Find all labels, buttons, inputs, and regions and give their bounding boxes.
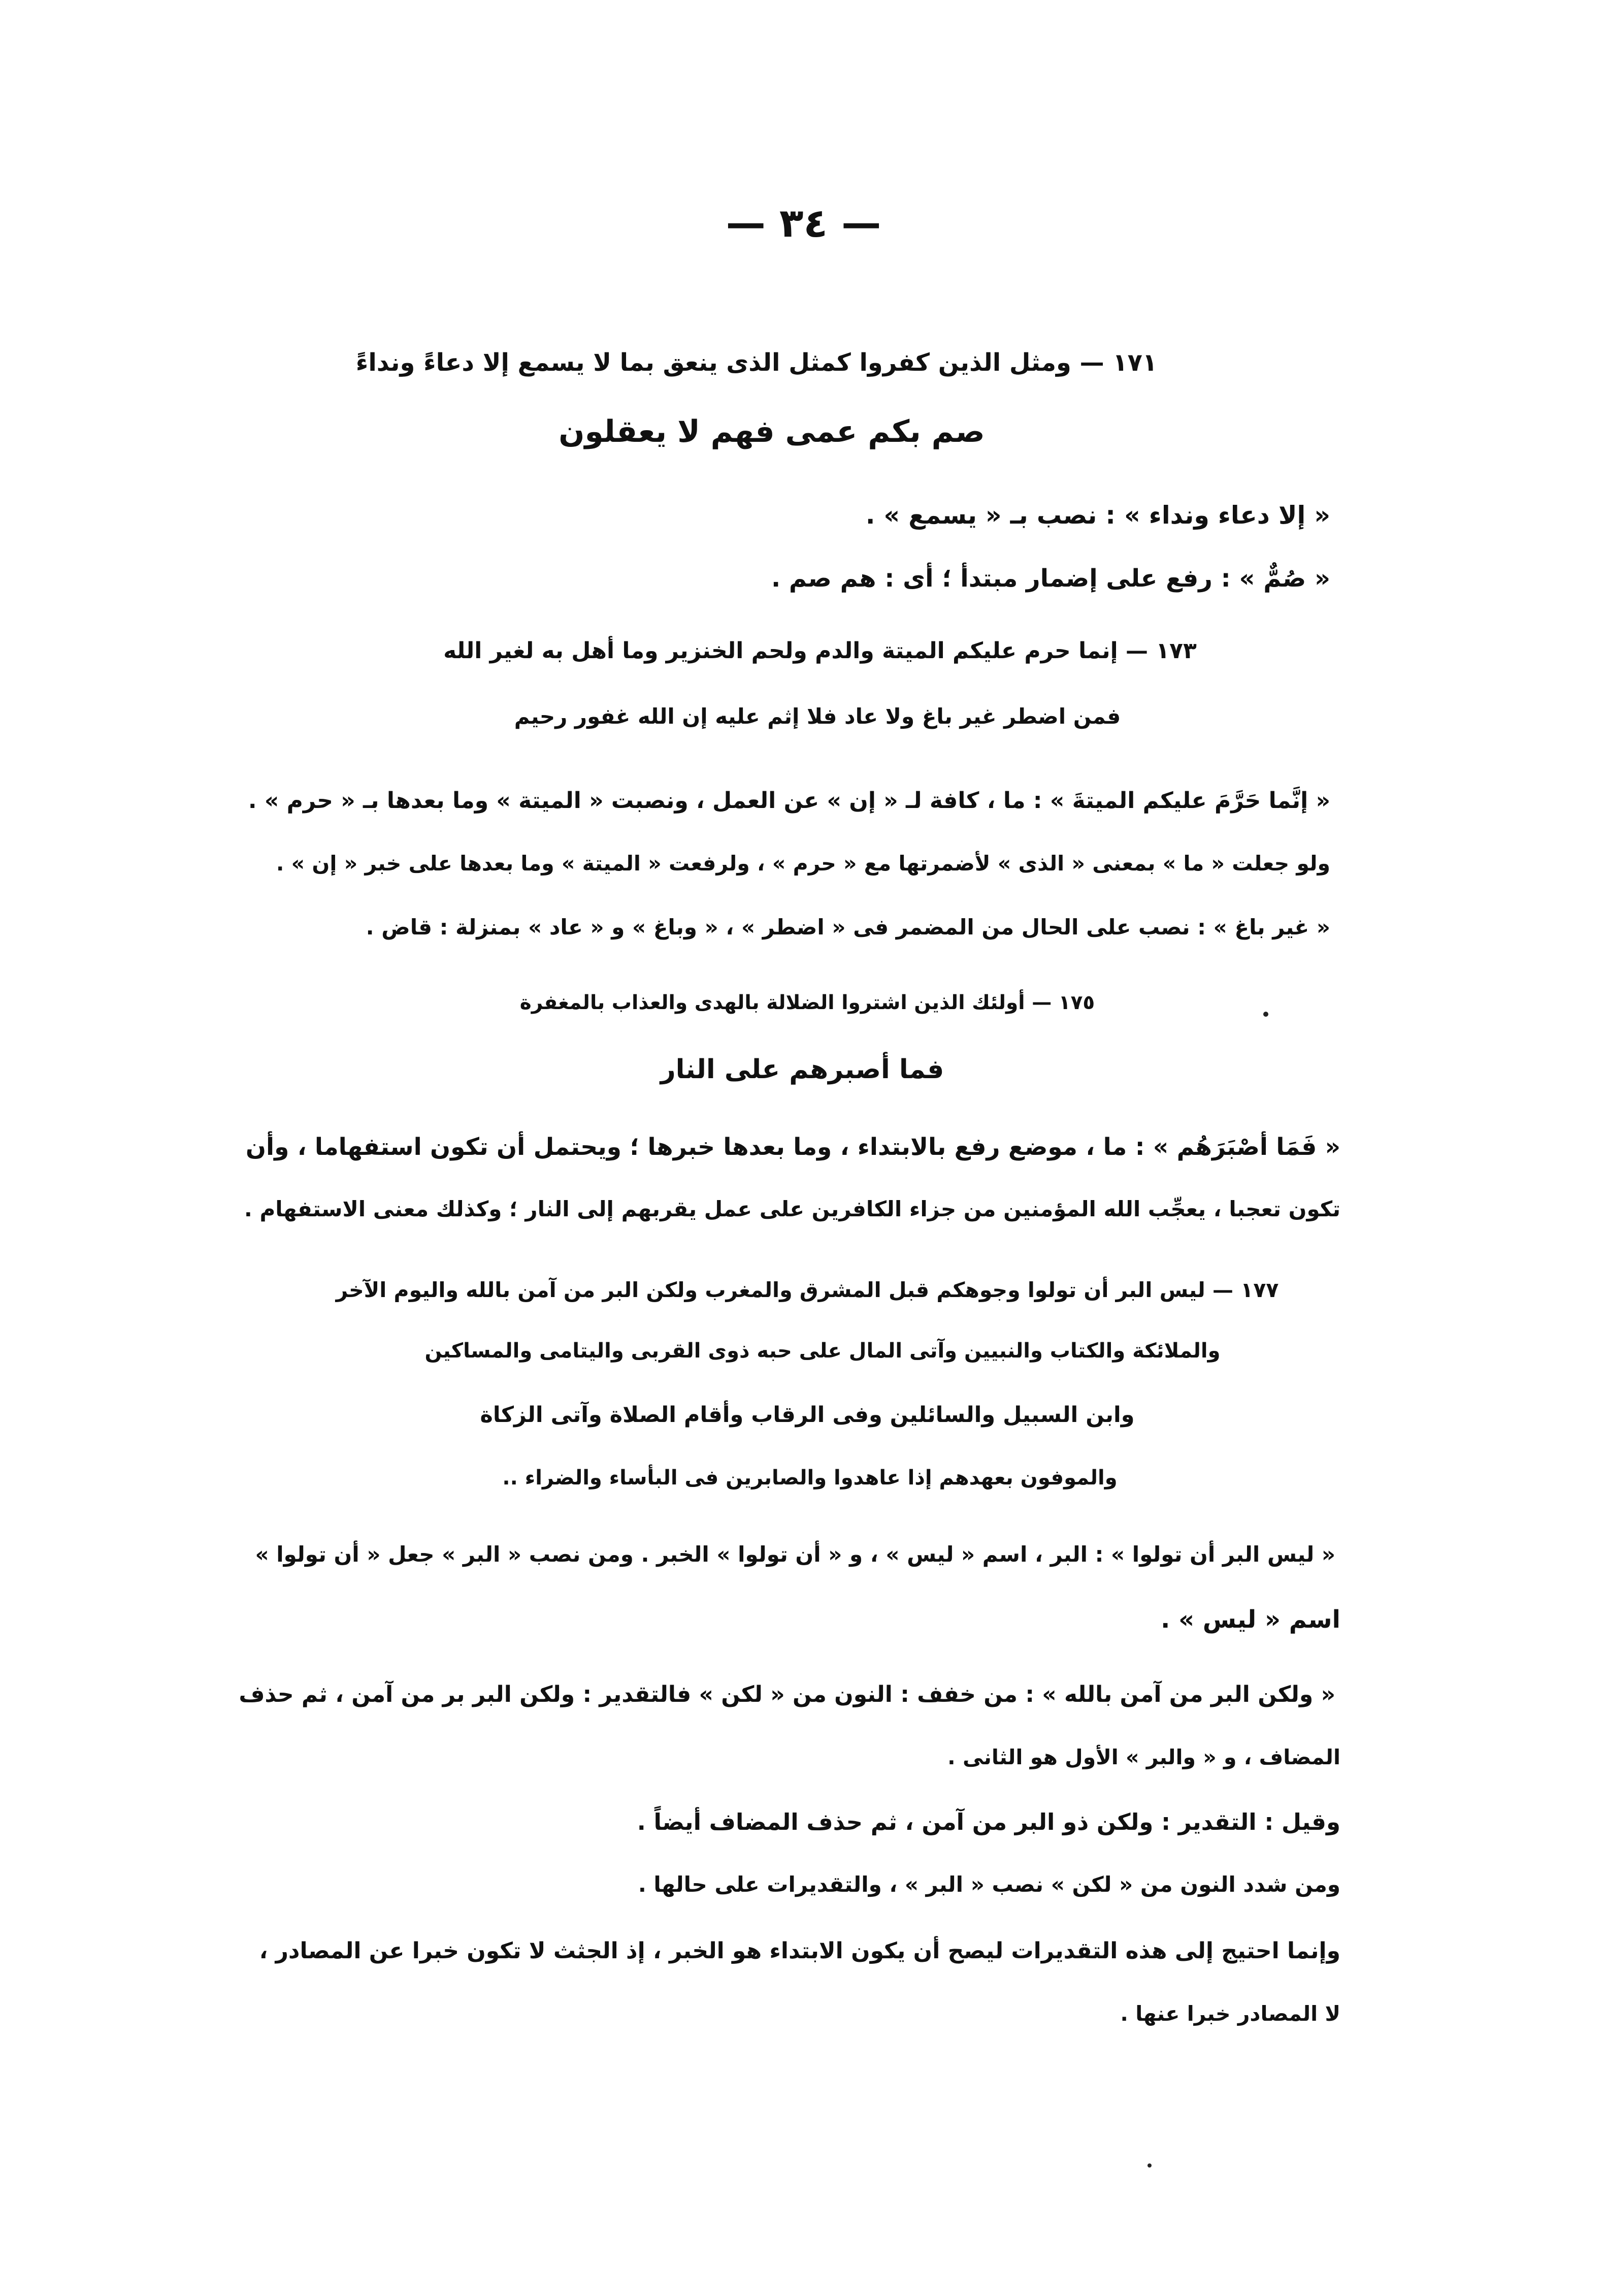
verse-173-line-1: ١٧٣ — إنما حرم عليكم الميتة والدم ولحم الخنزير وما أهل به لغير الله	[443, 638, 1197, 664]
verse-171-line-1: ١٧١ — ومثل الذين كفروا كمثل الذى ينعق بما لا يسمع إلا دعاءً ونداءً	[355, 348, 1158, 377]
commentary-175-line-2: تكون تعجبا ، يعجِّب الله المؤمنين من جزاء الكافرين على عمل يقربهم إلى النار ؛ وكذلك معنى الاستفهام .	[244, 1196, 1340, 1221]
commentary-177-line-8: لا المصادر خبرا عنها .	[1120, 2001, 1340, 2026]
commentary-171-line-1: « إلا دعاء ونداء » : نصب بـ « يسمع » .	[865, 501, 1330, 530]
commentary-175-line-1: « فَمَا أصْبَرَهُم » : ما ، موضع رفع بالابتداء ، وما بعدها خبرها ؛ ويحتمل أن تكون استفهاما ، وأن	[245, 1133, 1340, 1161]
verse-177-line-4: والموفون بعهدهم إذا عاهدوا والصابرين فى البأساء والضراء ..	[502, 1466, 1118, 1490]
commentary-171-line-2: « صُمٌّ » : رفع على إضمار مبتدأ ؛ أى : هم صم .	[771, 564, 1330, 593]
commentary-173-line-3: « غير باغ » : نصب على الحال من المضمر فى « اضطر » ، « وباغ » و « عاد » بمنزلة : قاض .	[366, 915, 1330, 940]
stray-dot	[1263, 1012, 1268, 1017]
commentary-173-line-1: « إنَّما حَرَّمَ عليكم الميتةَ » : ما ، كافة لـ « إن » عن العمل ، ونصبت « الميتة » وما بعدها بـ « حرم » .	[248, 788, 1330, 814]
verse-171-line-2: صم بكم عمى فهم لا يعقلون	[559, 414, 985, 449]
commentary-177-line-7: وإنما احتيج إلى هذه التقديرات ليصح أن يكون الابتداء هو الخبر ، إذ الجثث لا تكون خبرا عن المصادر ،	[259, 1938, 1340, 1964]
commentary-173-line-2: ولو جعلت « ما » بمعنى « الذى » لأضمرتها مع « حرم » ، ولرفعت « الميتة » وما بعدها على خبر « إن » .	[276, 851, 1330, 876]
verse-175-line-1: ١٧٥ — أولئك الذين اشتروا الضلالة بالهدى والعذاب بالمغفرة	[519, 991, 1095, 1014]
verse-173-line-2: فمن اضطر غير باغ ولا عاد فلا إثم عليه إن الله غفور رحيم	[514, 704, 1121, 729]
commentary-177-line-5: وقيل : التقدير : ولكن ذو البر من آمن ، ثم حذف المضاف أيضاً .	[637, 1808, 1340, 1835]
stray-dot	[1147, 2163, 1152, 2168]
verse-175-line-2: فما أصبرهم على النار	[660, 1054, 944, 1085]
commentary-177-line-2: اسم « ليس » .	[1161, 1605, 1340, 1634]
commentary-177-line-1: « ليس البر أن تولوا » : البر ، اسم « ليس » ، و « أن تولوا » الخبر . ومن نصب « البر » جعل « أن تولوا »	[255, 1542, 1335, 1567]
page-number: — ٣٤ —	[726, 201, 881, 246]
verse-177-line-1: ١٧٧ — ليس البر أن تولوا وجوهكم قبل المشرق والمغرب ولكن البر من آمن بالله واليوم الآخر	[336, 1278, 1279, 1302]
commentary-177-line-6: ومن شدد النون من « لكن » نصب « البر » ، والتقديرات على حالها .	[638, 1872, 1340, 1897]
commentary-177-line-4: المضاف ، و « والبر » الأول هو الثانى .	[947, 1745, 1340, 1769]
verse-177-line-3: وابن السبيل والسائلين وفى الرقاب وأقام الصلاة وآتى الزكاة	[480, 1402, 1135, 1428]
commentary-177-line-3: « ولكن البر من آمن بالله » : من خفف : النون من « لكن » فالتقدير : ولكن البر بر من آمن ، ثم حذف	[239, 1681, 1335, 1707]
verse-177-line-2: والملائكة والكتاب والنبيين وآتى المال على حبه ذوى القربى واليتامى والمساكين	[424, 1339, 1221, 1363]
